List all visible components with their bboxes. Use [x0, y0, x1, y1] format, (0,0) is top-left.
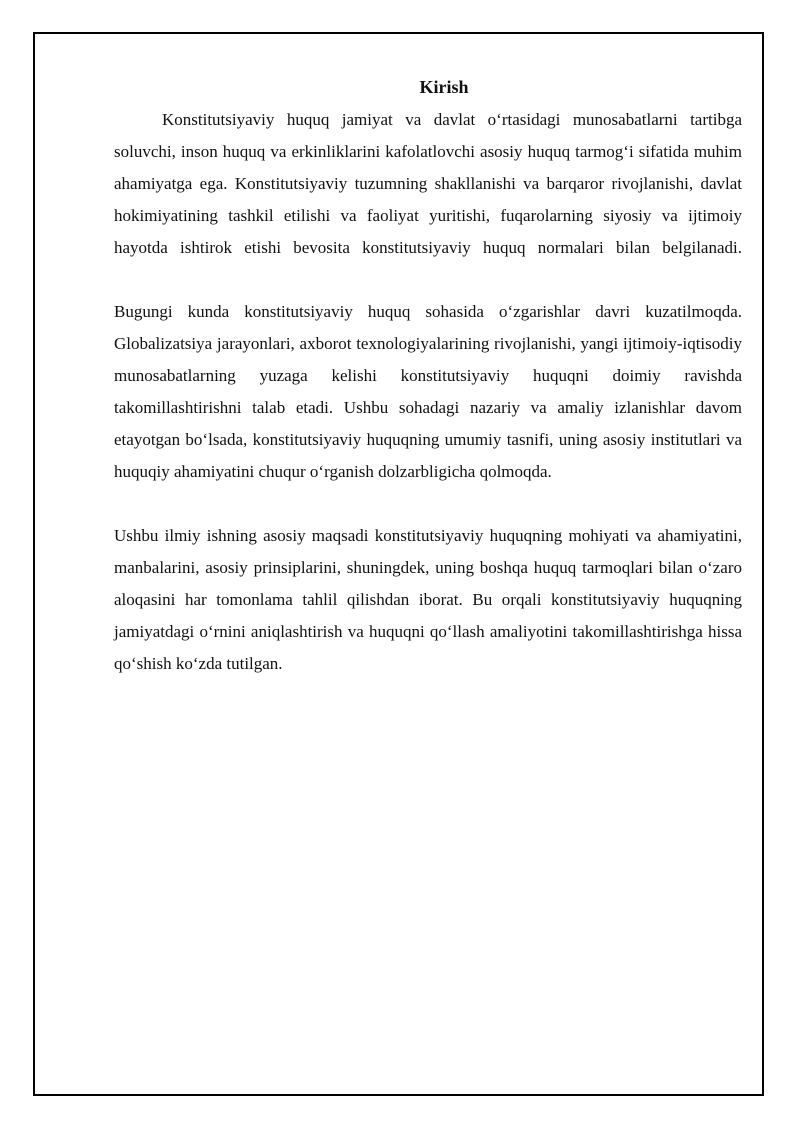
paragraph-3: Ushbu ilmiy ishning asosiy maqsadi konstitutsiyaviy huquqning mohiyati va ahamiyatini, manbalarini, asosiy prinsiplarini, shuningdek, uning boshqa huquq tarmoqlari bilan o‘zaro aloqasini har tomonlama tahlil qilishdan iborat. Bu orqali konstitutsiyaviy huquqning jamiyatdagi o‘rnini aniqlashtirish va huquqni qo‘llash amaliyotini takomillashtirishga hissa qo‘shish ko‘zda tutilgan. — [114, 526, 742, 673]
paragraph-spacer — [114, 264, 742, 296]
paragraph-1: Konstitutsiyaviy huquq jamiyat va davlat o‘rtasidagi munosabatlarni tartibga soluvchi, inson huquq va erkinliklarini kafolatlovchi asosiy huquq tarmog‘i sifatida muhim ahamiyatga ega. Konstitutsiyaviy tuzumning shakllanishi va barqaror rivojlanishi, davlat hokimiyatining tashkil etilishi va faoliyat yuritishi, fuqarolarning siyosiy va ijtimoiy hayotda ishtirok etishi bevosita konstitutsiyaviy huquq normalari bilan belgilanadi. — [114, 110, 742, 257]
document-title: Kirish — [419, 77, 469, 97]
paragraph-spacer — [114, 488, 742, 520]
paragraph-2: Bugungi kunda konstitutsiyaviy huquq sohasida o‘zgarishlar davri kuzatilmoqda. Globalizatsiya jarayonlari, axborot texnologiyalarining rivojlanishi, yangi ijtimoiy-iqtisodiy munosabatlarning yuzaga kelishi konstitutsiyaviy huquqni doimiy ravishda takomillashtirishni talab etadi. Ushbu sohadagi nazariy va amaliy izlanishlar davom etayotgan bo‘lsada, konstitutsiyaviy huquqning umumiy tasnifi, uning asosiy institutlari va huquqiy ahamiyatini chuqur o‘rganish dolzarbligicha qolmoqda. — [114, 302, 742, 481]
document-body — [114, 76, 742, 680]
